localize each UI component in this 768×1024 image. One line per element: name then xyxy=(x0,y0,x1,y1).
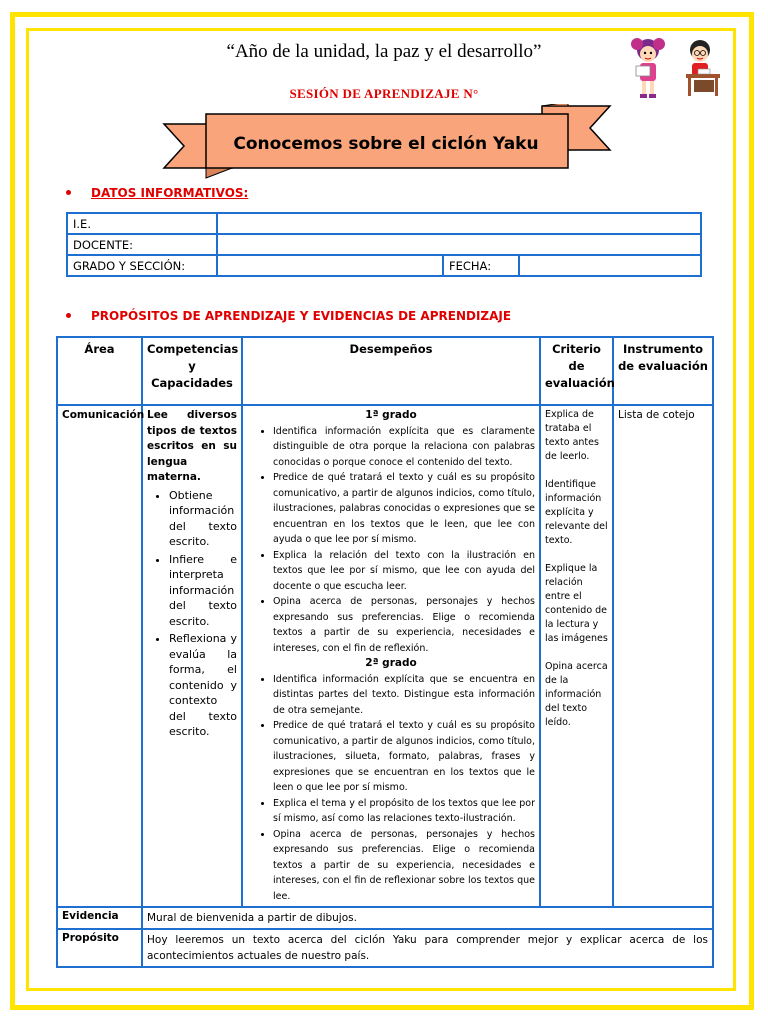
criterio-item: Opina acerca de la información del texto leído. xyxy=(545,661,608,728)
header-criterio: Criterio de evaluación xyxy=(540,337,613,405)
area-cell: Comunicación xyxy=(57,405,142,907)
criterio-item: Identifique información explícita y relevante del texto. xyxy=(545,479,608,546)
grade-1-list xyxy=(247,424,535,657)
grado-value xyxy=(217,255,443,276)
year-motto: “Año de la unidad, la paz y el desarrollo” xyxy=(226,41,542,62)
desempenos-cell xyxy=(242,405,540,907)
bullet-icon xyxy=(66,313,71,318)
list-item: • Obtiene información del texto escrito. xyxy=(169,488,237,550)
grade-2-heading: 2ª grado xyxy=(365,657,417,669)
criterio-cell xyxy=(540,405,613,907)
section-datos xyxy=(66,186,248,200)
list-item: • Explica el tema y el propósito de los textos que lee por sí mismo, así como las relaciones texto-ilustración. xyxy=(273,796,535,827)
competencias-cell xyxy=(142,405,242,907)
capacidades-list xyxy=(147,488,237,740)
section-datos-label: DATOS INFORMATIVOS: xyxy=(91,186,249,200)
list-item: • Opina acerca de personas, personajes y hechos expresando sus preferencias. Elige o recomienda textos a partir de su experiencia, necesidades e intereses, con el fin de reflexión. xyxy=(273,594,535,656)
proposito-text: Hoy leeremos un texto acerca del ciclón Yaku para comprender mejor y explicar acerca de los acontecimientos actuales de nuestro país. xyxy=(142,929,713,967)
info-table xyxy=(66,212,702,277)
bullet-icon xyxy=(66,190,71,195)
header-competencias: Competencias y Capacidades xyxy=(142,337,242,405)
fecha-label: FECHA: xyxy=(443,255,519,276)
session-number: SESIÓN DE APRENDIZAJE N° xyxy=(289,86,479,101)
learning-table xyxy=(56,336,714,968)
evidencia-label: Evidencia xyxy=(57,907,142,929)
criterio-item: Explica de trataba el texto antes de leerlo. xyxy=(545,409,599,462)
section-propositos xyxy=(66,309,511,323)
fecha-value xyxy=(519,255,701,276)
grade-2-list xyxy=(247,672,535,905)
students-illustration xyxy=(628,36,726,102)
ie-value xyxy=(217,213,701,234)
list-item: • Identifica información explícita que se encuentra en distintas partes del texto. Distingue esta información de otra semejante. xyxy=(273,672,535,719)
list-item: • Identifica información explícita que es claramente distinguible de otra porque la relaciona con palabras conocidas o porque conoce el contenido del texto. xyxy=(273,424,535,471)
list-item: • Explica la relación del texto con la ilustración en textos que lee por sí mismo, que lee con ayuda del docente o que escucha leer. xyxy=(273,548,535,595)
instrumento-cell: Lista de cotejo xyxy=(613,405,713,907)
header-instrumento: Instrumento de evaluación xyxy=(613,337,713,405)
list-item: • Opina acerca de personas, personajes y hechos expresando sus preferencias. Elige o recomienda textos a partir de su experiencia, necesidades e intereses, con el fin de reflexionar sobre los textos que lee. xyxy=(273,827,535,905)
list-item: • Predice de qué tratará el texto y cuál es su propósito comunicativo, a partir de algunos indicios, como título, ilustraciones, palabras conocidas o expresiones que se encuentran en los textos que le leen, que lee con ayuda o que lee por sí mismo. xyxy=(273,470,535,548)
grade-1-heading: 1ª grado xyxy=(365,409,417,421)
session-title: Conocemos sobre el ciclón Yaku xyxy=(233,134,539,154)
list-item: • Reflexiona y evalúa la forma, el contenido y contexto del texto escrito. xyxy=(169,631,237,740)
criterio-item: Explique la relación entre el contenido de la lectura y las imágenes xyxy=(545,563,608,644)
header-desempenos: Desempeños xyxy=(242,337,540,405)
docente-label: DOCENTE: xyxy=(67,234,217,255)
list-item: • Infiere e interpreta información del texto escrito. xyxy=(169,552,237,630)
list-item: • Predice de qué tratará el texto y cuál es su propósito comunicativo, a partir de algunos indicios, como título, ilustraciones, silueta, formato, palabras, frases y expresiones que se encuentran en los textos que le leen o que lee por sí mismo. xyxy=(273,718,535,796)
ie-label: I.E. xyxy=(67,213,217,234)
competencia-text: Lee diversos tipos de textos escritos en su lengua materna. xyxy=(147,409,237,483)
header-area: Área xyxy=(57,337,142,405)
docente-value xyxy=(217,234,701,255)
section-propositos-label: PROPÓSITOS DE APRENDIZAJE Y EVIDENCIAS DE APRENDIZAJE xyxy=(91,309,512,323)
evidencia-text: Mural de bienvenida a partir de dibujos. xyxy=(142,907,713,929)
proposito-label: Propósito xyxy=(57,929,142,967)
grado-label: GRADO Y SECCIÓN: xyxy=(67,255,217,276)
